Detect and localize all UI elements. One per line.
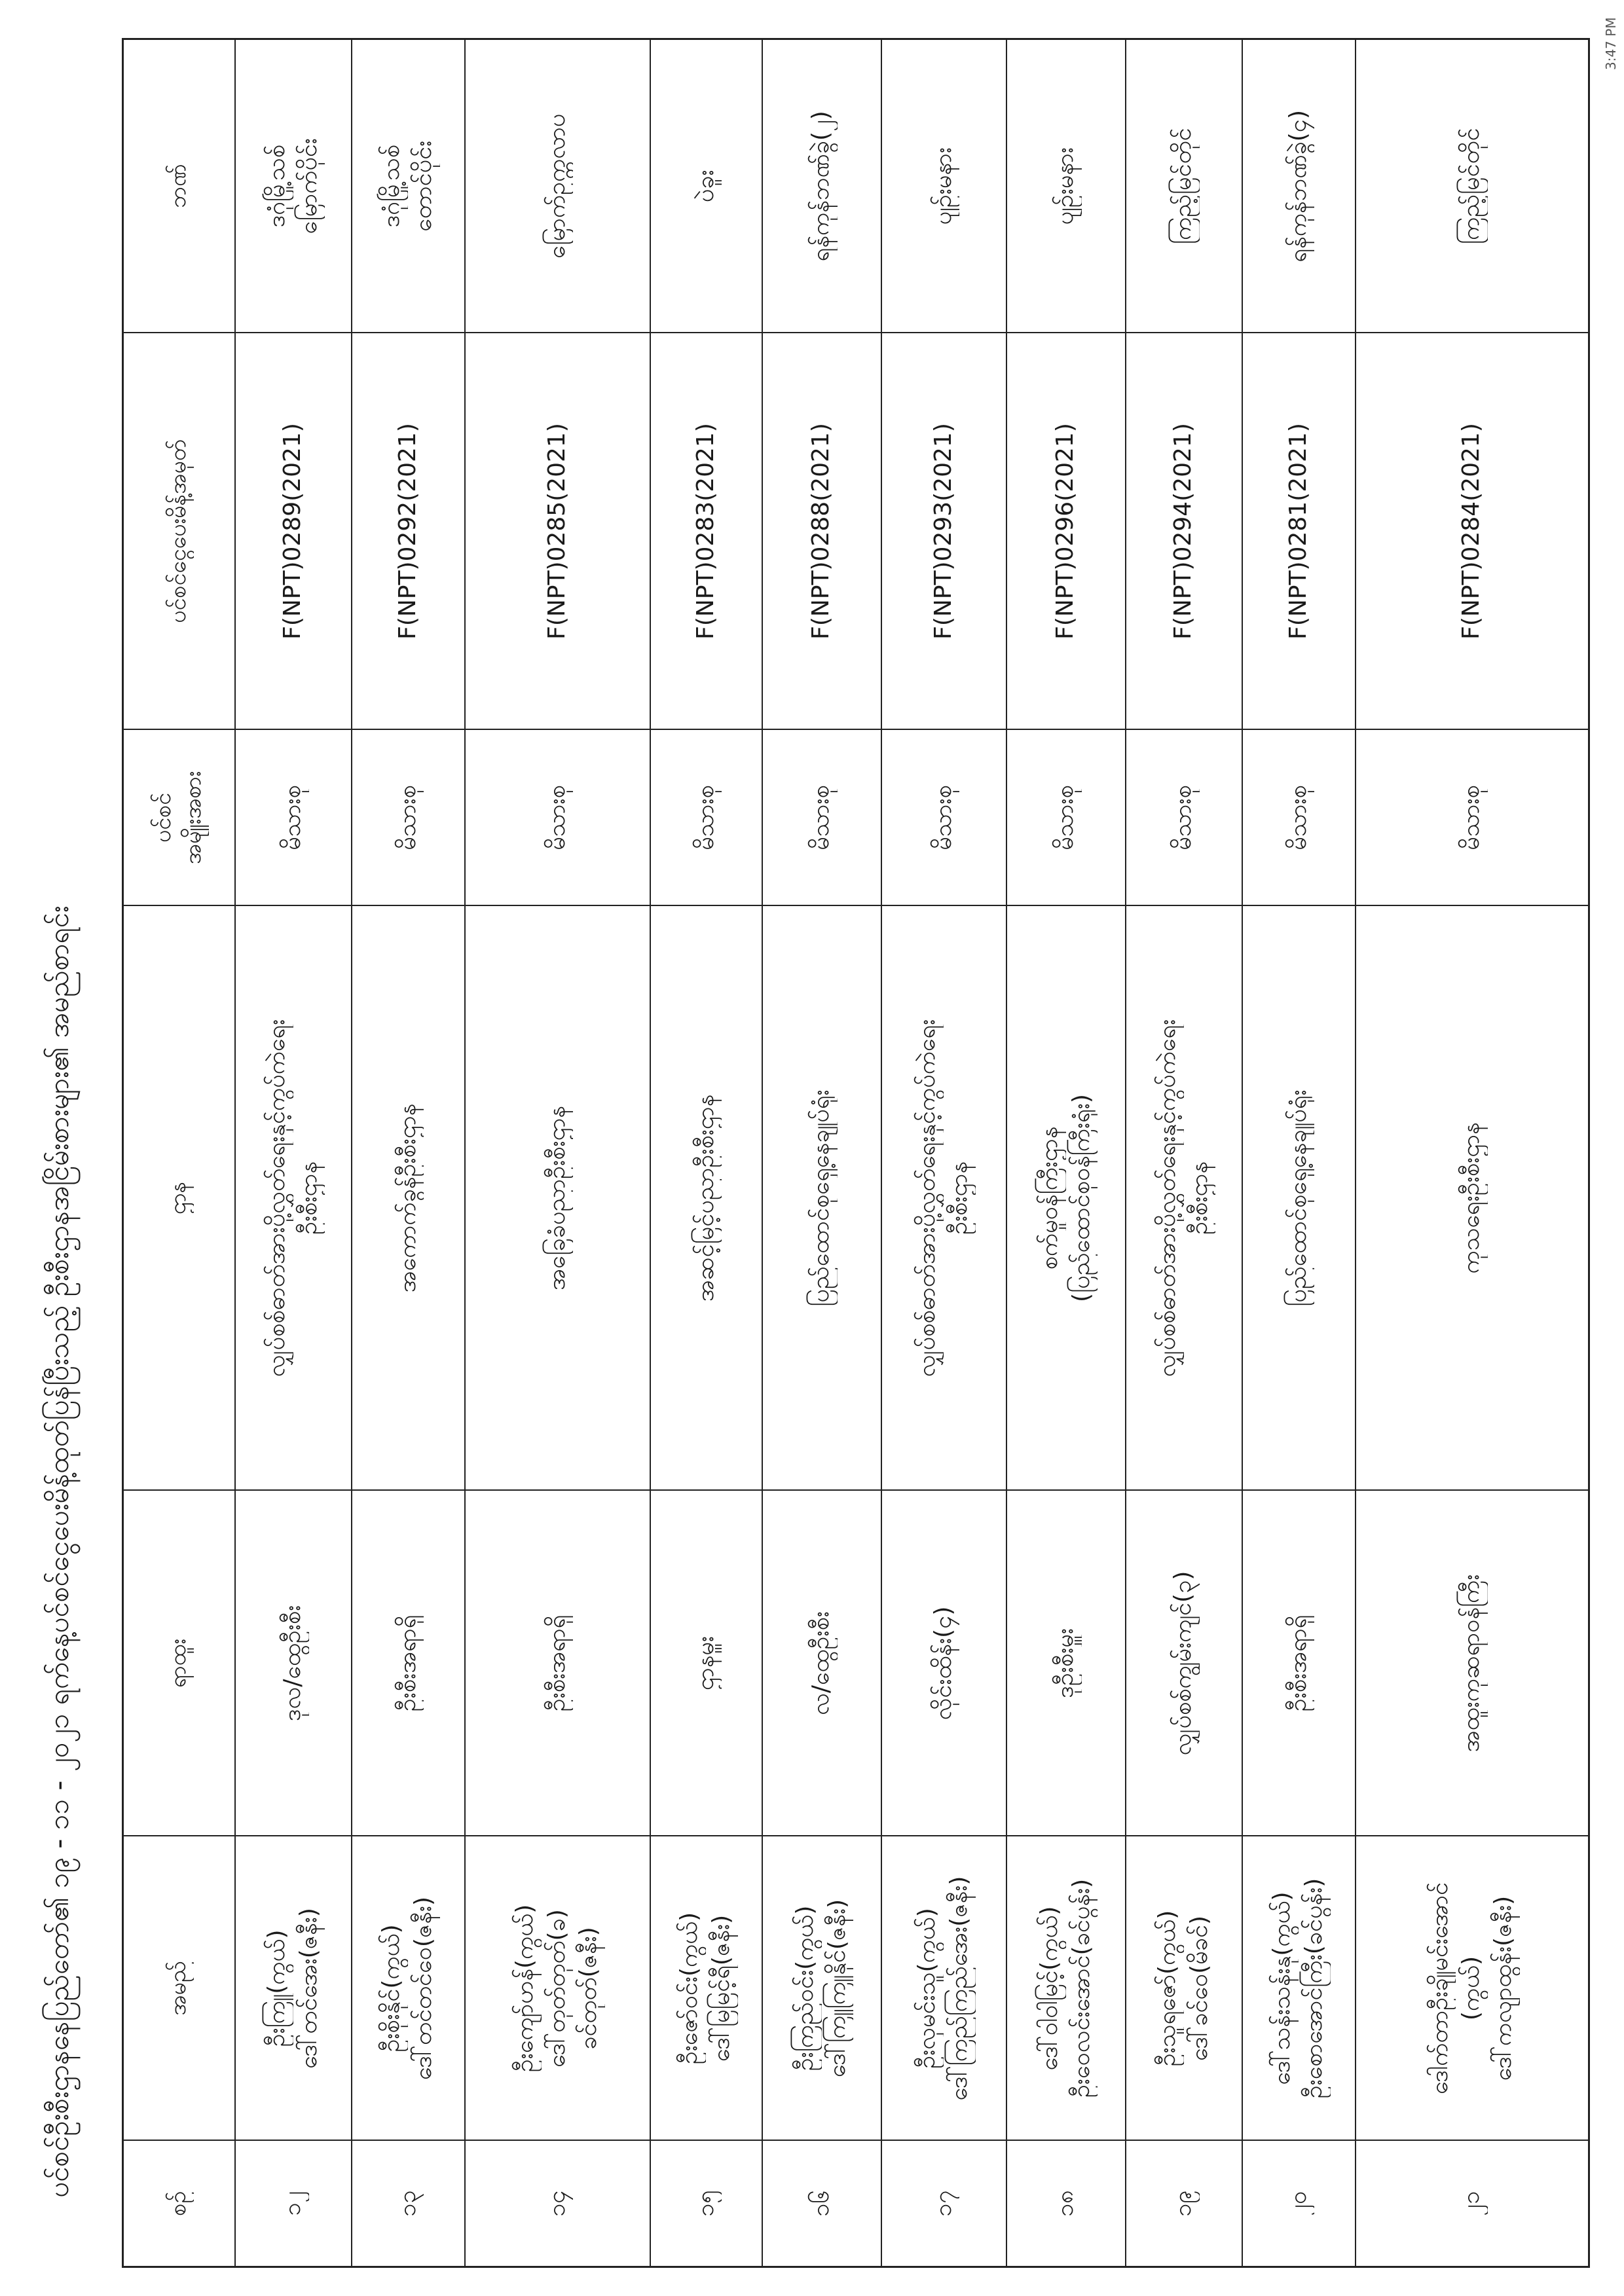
- cell-line: ၁၇: [929, 2190, 957, 2217]
- table-row: [1126, 39, 1242, 2267]
- cell-line: မိသားစု: [692, 785, 719, 850]
- cell-name: [1242, 1836, 1356, 2141]
- cell-department: [465, 906, 650, 1491]
- cell-line: မိသားစု: [1052, 785, 1079, 850]
- cell-order-no: [762, 333, 881, 730]
- cell-name: [1006, 1836, 1126, 2141]
- cell-name: [1356, 1836, 1589, 2141]
- cell-line: F(NPT)0281(2021): [1284, 423, 1312, 640]
- cell-line: ဦးလှမင်းသူ(ကွယ်): [913, 1908, 941, 2069]
- cell-department: [1006, 906, 1126, 1491]
- cell-no: [650, 2141, 762, 2267]
- cell-order-no: [235, 333, 352, 730]
- cell-line: စက်မှုဝန်ကြီးဌာန: [1035, 1126, 1063, 1270]
- cell-department: [650, 906, 762, 1491]
- cell-line: ၁၅: [692, 2190, 719, 2217]
- cell-line: ပျဉ်းမနား: [929, 147, 957, 225]
- cell-line: ကုသရေးဦးစီးဌာန: [1458, 1122, 1485, 1274]
- cell-bank: [352, 39, 465, 333]
- cell-line: F(NPT)0296(2021): [1052, 423, 1079, 640]
- cell-position: [1126, 1491, 1242, 1836]
- cell-line: ဦးကြည်ဝင်း(ကွယ်): [791, 1905, 819, 2071]
- cell-line: ပင်စင်ငွေပေးမိန့်အမှတ်: [165, 439, 192, 623]
- cell-no: [1242, 2141, 1356, 2267]
- cell-line: F(NPT)0285(2021): [543, 423, 570, 640]
- cell-order-no: [1006, 333, 1126, 730]
- cell-line: ပြည်ထောင်စုရှေ့နေချုပ်ရုံး: [1284, 1089, 1312, 1307]
- cell-line: ဦးဝေလင်းအောင်(ခင်ပွန်း): [1067, 1878, 1095, 2098]
- header-bank: [123, 39, 235, 333]
- cell-line: လိုင်းထိန်း(၄): [929, 1606, 957, 1721]
- cell-line: F(NPT)0289(2021): [279, 423, 306, 640]
- cell-order-no: [881, 333, 1006, 730]
- cell-bank: [1126, 39, 1242, 333]
- cell-department: [1356, 906, 1589, 1491]
- cell-pension-type: [1006, 730, 1126, 906]
- cell-line: ၁၈: [1052, 2190, 1079, 2217]
- cell-line: ဒေါ်ကြူကြူနိုင်(ဇနီး): [823, 1899, 851, 2078]
- cell-line: မြောက်ပိုင်း: [295, 137, 322, 234]
- cell-no: [1006, 2141, 1126, 2267]
- cell-line: ကြည့်မြင်တိုင်: [1458, 128, 1485, 245]
- document-title: ပင်စင်ဦးစီးဌာနနေပြည်တော်၏ ၁၉ - ၁၁ - ၂၀၂၁ ရက်နေ့ပင်စင်ငွေပေးမိန့်ထုတ်ပြန်ပြီးသည့် ဦးစီးဌာနအငြိမ်းစားများ၏ အမည်စာရင်း: [43, 905, 75, 2198]
- cell-line: ဌာန: [165, 1181, 192, 1215]
- cell-position: [235, 1491, 352, 1836]
- cell-pension-type: [235, 730, 352, 906]
- cell-order-no: [1242, 333, 1356, 730]
- cell-line: ပင်စင်: [150, 792, 177, 843]
- cell-line: စဉ်: [165, 2191, 192, 2216]
- pension-list-table: [122, 38, 1590, 2268]
- cell-order-no: [465, 333, 650, 730]
- cell-position: [465, 1491, 650, 1836]
- cell-bank: [1242, 39, 1356, 333]
- cell-line: မိသားစု: [807, 785, 835, 850]
- cell-line: ဒေါ်ကြည်ကြည်အေး(ဇနီး): [946, 1876, 972, 2101]
- cell-line: F(NPT)0284(2021): [1458, 423, 1485, 640]
- cell-line: ၂၀: [1284, 2191, 1312, 2216]
- cell-line: အမည်: [165, 1961, 192, 2016]
- cell-line: လျှပ်စစ်ဓာတ်အားပို့လွှတ်ရေးနှင့်ကွပ်ကဲရေး: [1153, 1019, 1181, 1377]
- cell-line: ၂၁: [1458, 2191, 1485, 2216]
- cell-pension-type: [1126, 730, 1242, 906]
- cell-line: ဦးကြူ(ကွယ်): [263, 1929, 290, 2047]
- cell-line: ဒေါ်မြမြင့်ရီ(ဇနီး): [708, 1914, 735, 2062]
- cell-line: မိသားစု: [929, 785, 957, 850]
- cell-line: ပဲခူး: [692, 170, 719, 203]
- cell-department: [1242, 906, 1356, 1491]
- cell-line: ၁၄: [543, 2190, 570, 2217]
- cell-line: ဦးသူရဇော်(ကွယ်): [1153, 1910, 1181, 2067]
- cell-bank: [881, 39, 1006, 333]
- cell-line: F(NPT)0293(2021): [929, 423, 957, 640]
- table-row: [1242, 39, 1356, 2267]
- cell-bank: [650, 39, 762, 333]
- cell-line: ဦးစီးဌာန: [946, 1161, 972, 1235]
- cell-line: ရန်ကုန်ဘဏ်ခွဲ(၂): [807, 111, 835, 262]
- cell-line: ဒဂုံမြို့သစ်: [378, 144, 405, 228]
- cell-pension-type: [352, 730, 465, 906]
- cell-line: ဌာနမှူး: [692, 1635, 719, 1691]
- cell-line: (ကွယ်): [1458, 1956, 1485, 2021]
- header-department: [123, 906, 235, 1491]
- cell-pension-type: [1242, 730, 1356, 906]
- cell-bank: [1356, 39, 1589, 333]
- cell-order-no: [352, 333, 465, 730]
- cell-line: အမျိုးအစား: [180, 771, 207, 865]
- cell-name: [352, 1836, 465, 2141]
- cell-line: ဦးစီးအရာရှိ: [394, 1614, 421, 1712]
- cell-line: မြောက်ဥက္ကလာပ: [543, 113, 570, 259]
- cell-line: အခြေခံပညာဦးစီးဌာန: [543, 1106, 570, 1290]
- cell-name: [465, 1836, 650, 2141]
- cell-line: ဦးစီးအရာရှိ: [543, 1614, 570, 1712]
- cell-line: ဦးစီးအရာရှိ: [1284, 1614, 1312, 1712]
- cell-line: ဒေါ်ကလျာထွန်း(ဇနီး): [1490, 1895, 1517, 2081]
- cell-line: ဦးဇော်ဝင်း(ကွယ်): [676, 1912, 703, 2065]
- cell-line: မိသားစု: [394, 785, 421, 850]
- cell-line: ဒေါ်သန်းသန်းနု(ကွယ်): [1268, 1891, 1296, 2085]
- cell-line: ဒေါ်တုတ်တုတ်(ခ): [543, 1909, 570, 2068]
- cell-line: ဒုဦးစီးမှူး: [1052, 1628, 1079, 1698]
- cell-line: အဆင့်မြင့်ပညာဦးစီးဌာန: [692, 1094, 719, 1302]
- cell-line: လျှပ်စစ်ဓာတ်အားပို့လွှတ်ရေးနှင့်ကွပ်ကဲရေး: [913, 1019, 941, 1377]
- table-row: [465, 39, 650, 2267]
- cell-line: တောင်ပိုင်း: [410, 140, 437, 232]
- cell-line: ပြည်ထောင်စုရှေ့နေချုပ်ရုံး: [807, 1089, 835, 1307]
- table-row: [1356, 39, 1589, 2267]
- print-timestamp: 3:47 PM: [1603, 17, 1619, 70]
- cell-line: ဒဂုံမြို့သစ်: [263, 144, 290, 228]
- cell-name: [762, 1836, 881, 2141]
- cell-department: [1126, 906, 1242, 1491]
- cell-line: ဒေါ်တင်အေး(ဇနီး): [295, 1908, 322, 2069]
- cell-line: မိသားစု: [1284, 785, 1312, 850]
- cell-name: [650, 1836, 762, 2141]
- cell-line: ကြည့်မြင်တိုင်: [1170, 128, 1197, 245]
- cell-line: F(NPT)0283(2021): [692, 423, 719, 640]
- header-pension-type: [123, 730, 235, 906]
- cell-line: ခင်တုတ်(ဇနီး): [575, 1927, 602, 2050]
- cell-bank: [762, 39, 881, 333]
- cell-order-no: [1356, 333, 1589, 730]
- cell-line: လ/ထွေဦးစီး: [807, 1611, 835, 1715]
- cell-line: ဒေါ်ဝါဝါမြင့်(ကွယ်): [1035, 1906, 1063, 2071]
- cell-no: [465, 2141, 650, 2267]
- cell-line: F(NPT)0294(2021): [1170, 423, 1197, 640]
- cell-line: ဒေါ်တင်တင်ဝေ(ဇနီး): [410, 1896, 437, 2081]
- cell-no: [235, 2141, 352, 2267]
- cell-position: [1356, 1491, 1589, 1836]
- cell-order-no: [1126, 333, 1242, 730]
- cell-department: [352, 906, 465, 1491]
- cell-position: [762, 1491, 881, 1836]
- cell-line: မိသားစု: [1458, 785, 1485, 850]
- header-order-no: [123, 333, 235, 730]
- cell-no: [352, 2141, 465, 2267]
- cell-no: [881, 2141, 1006, 2267]
- cell-line: ဒုလ/ထွေဦးစီး: [279, 1605, 306, 1722]
- cell-line: ဘဏ်: [165, 164, 192, 208]
- cell-bank: [1006, 39, 1126, 333]
- table-row: [352, 39, 465, 2267]
- header-no: [123, 2141, 235, 2267]
- cell-line: ၁၃: [394, 2190, 421, 2217]
- cell-position: [881, 1491, 1006, 1836]
- table-body: [235, 39, 1589, 2267]
- cell-line: အကောက်ခွန်ဦးစီးဌာန: [394, 1103, 421, 1293]
- cell-line: ရာထူး: [165, 1639, 192, 1688]
- cell-position: [352, 1491, 465, 1836]
- cell-line: ဦးစောအောင်ကြီး(ခင်ပွန်း): [1301, 1878, 1327, 2099]
- header-row: [123, 39, 235, 2267]
- cell-position: [1242, 1491, 1356, 1836]
- table-row: [650, 39, 762, 2267]
- cell-department: [235, 906, 352, 1491]
- cell-bank: [465, 39, 650, 333]
- cell-line: ၁၆: [807, 2190, 835, 2217]
- cell-pension-type: [881, 730, 1006, 906]
- cell-position: [1006, 1491, 1126, 1836]
- cell-line: လျှပ်စစ်ကျွမ်းကျင်(၃): [1170, 1571, 1197, 1756]
- cell-department: [762, 906, 881, 1491]
- cell-line: မိသားစု: [543, 785, 570, 850]
- cell-line: ၁၂: [279, 2191, 306, 2216]
- table-row: [235, 39, 352, 2267]
- cell-line: ဦးကျော်ဟန်(ကွယ်): [511, 1904, 539, 2073]
- header-position: [123, 1491, 235, 1836]
- cell-bank: [235, 39, 352, 333]
- table-header: [123, 39, 235, 2267]
- cell-line: အထူးကုဆရာဝန်ကြီး: [1458, 1574, 1485, 1753]
- cell-line: ရန်ကုန်ဘဏ်ခွဲ(၄): [1284, 109, 1312, 263]
- cell-line: ဦးစိုးနိုင်(ကွယ်): [378, 1924, 405, 2052]
- cell-line: မိသားစု: [1170, 785, 1197, 850]
- cell-line: ဦးစီးဌာန: [295, 1161, 322, 1235]
- table-row: [762, 39, 881, 2267]
- table-row: [881, 39, 1006, 2267]
- cell-line: (ပြည်ထောင်စုဝန်ကြီးရုံး): [1067, 1094, 1095, 1302]
- cell-department: [881, 906, 1006, 1491]
- cell-line: ဒေါ်ခင်ဝေ(မိခင်): [1185, 1916, 1213, 2062]
- cell-pension-type: [762, 730, 881, 906]
- cell-no: [1126, 2141, 1242, 2267]
- cell-pension-type: [1356, 730, 1589, 906]
- cell-name: [235, 1836, 352, 2141]
- table-row: [1006, 39, 1126, 2267]
- cell-line: ၁၉: [1170, 2190, 1197, 2217]
- cell-line: F(NPT)0288(2021): [807, 423, 835, 640]
- cell-line: မိသားစု: [279, 785, 306, 850]
- cell-line: F(NPT)0292(2021): [394, 423, 421, 640]
- cell-line: ဒေါက်တာဦးချိုမင်းအောင်: [1426, 1882, 1453, 2095]
- cell-no: [762, 2141, 881, 2267]
- cell-name: [1126, 1836, 1242, 2141]
- cell-line: လျှပ်စစ်ဓာတ်အားပို့လွှတ်ရေးနှင့်ကွပ်ကဲရေး: [263, 1019, 290, 1377]
- cell-no: [1356, 2141, 1589, 2267]
- header-name: [123, 1836, 235, 2141]
- cell-position: [650, 1491, 762, 1836]
- cell-order-no: [650, 333, 762, 730]
- cell-pension-type: [465, 730, 650, 906]
- cell-name: [881, 1836, 1006, 2141]
- cell-pension-type: [650, 730, 762, 906]
- cell-line: ပျဉ်းမနား: [1052, 147, 1079, 225]
- cell-line: ဦးစီးဌာန: [1185, 1161, 1213, 1235]
